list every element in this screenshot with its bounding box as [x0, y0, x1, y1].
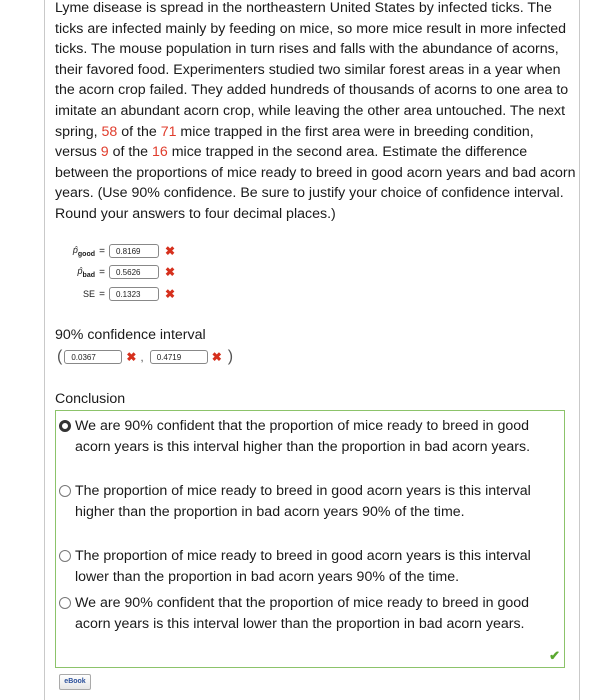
p-bad-input[interactable]: 0.5626: [109, 265, 159, 279]
incorrect-icon: ✖: [211, 350, 222, 364]
p-good-label: $p̂_{good}$: [72, 244, 95, 258]
incorrect-icon: ✖: [165, 265, 176, 279]
conclusion-options: We are 90% confident that the proportion of mice ready to breed in good acorn years is this interval higher than the proportion in bad acorn years. The proportion of mice ready to breed in good acorn years is this interval higher than the proportion in bad acorn years 90% of the time. The proportion of mice ready to breed in good acorn years is this interval lower than the proportion in bad acorn years 90% of the time. We are 90% confident that the proportion of mice ready to breed in good acorn years is this interval lower than the proportion in bad acorn years. ✔: [55, 410, 565, 668]
se-input[interactable]: 0.1323: [109, 287, 159, 301]
radio[interactable]: [59, 550, 71, 562]
number-71: 71: [160, 123, 177, 140]
ci-upper-input[interactable]: 0.4719: [150, 350, 208, 364]
incorrect-icon: ✖: [165, 244, 176, 258]
se-label: SE: [82, 289, 95, 299]
question-text: Lyme disease is spread in the northeastern United States by infected ticks. The ticks are infected mainly by feeding on mice, so more mice result in more infected ticks. The mouse population in turn rises and falls with the abundance of acorns, their favored food. Experimenters studied two similar forest areas in a year when the acorn crop failed. They added hundreds of thousands of acorns to one area to imitate an abundant acorn crop, while leaving the other area untouched. The next spring, 58 of the 71 mice trapped in the first area were in breeding condition, versus 9 of the 16 mice trapped in the second area. Estimate the difference between the proportions of mice ready to breed in good acorn years and bad acorn years. (Use 90% confidence. Be sure to justify your choice of confidence interval. Round your answers to four decimal places.): [55, 0, 576, 222]
number-9: 9: [100, 144, 109, 161]
ci-open-paren: (: [57, 348, 63, 365]
radio[interactable]: [59, 597, 71, 609]
incorrect-icon: ✖: [126, 350, 137, 364]
p-bad-row: $p̂_{bad}$ = 0.5626 ✖: [55, 263, 175, 281]
number-16: 16: [152, 144, 168, 161]
p-good-input[interactable]: 0.8169: [109, 244, 159, 258]
conclusion-label: Conclusion: [55, 391, 126, 407]
number-58: 58: [101, 123, 118, 140]
radio[interactable]: [59, 485, 71, 497]
ci-lower-input[interactable]: 0.0367: [64, 350, 122, 364]
p-bad-label: $p̂_{bad}$: [77, 265, 95, 279]
ebook-button[interactable]: eBook: [59, 674, 91, 690]
ci-close-paren: ): [227, 348, 234, 365]
incorrect-icon: ✖: [165, 287, 176, 301]
radio-selected[interactable]: [59, 420, 71, 432]
se-row: SE = 0.1323 ✖: [55, 285, 175, 303]
ci-row: ( 0.0367 ✖ , 0.4719 ✖ ): [57, 348, 234, 365]
ci-label: 90% confidence interval: [55, 327, 206, 343]
p-good-row: $p̂_{good}$ = 0.8169 ✖: [55, 242, 175, 260]
correct-check-icon: ✔: [549, 648, 560, 663]
